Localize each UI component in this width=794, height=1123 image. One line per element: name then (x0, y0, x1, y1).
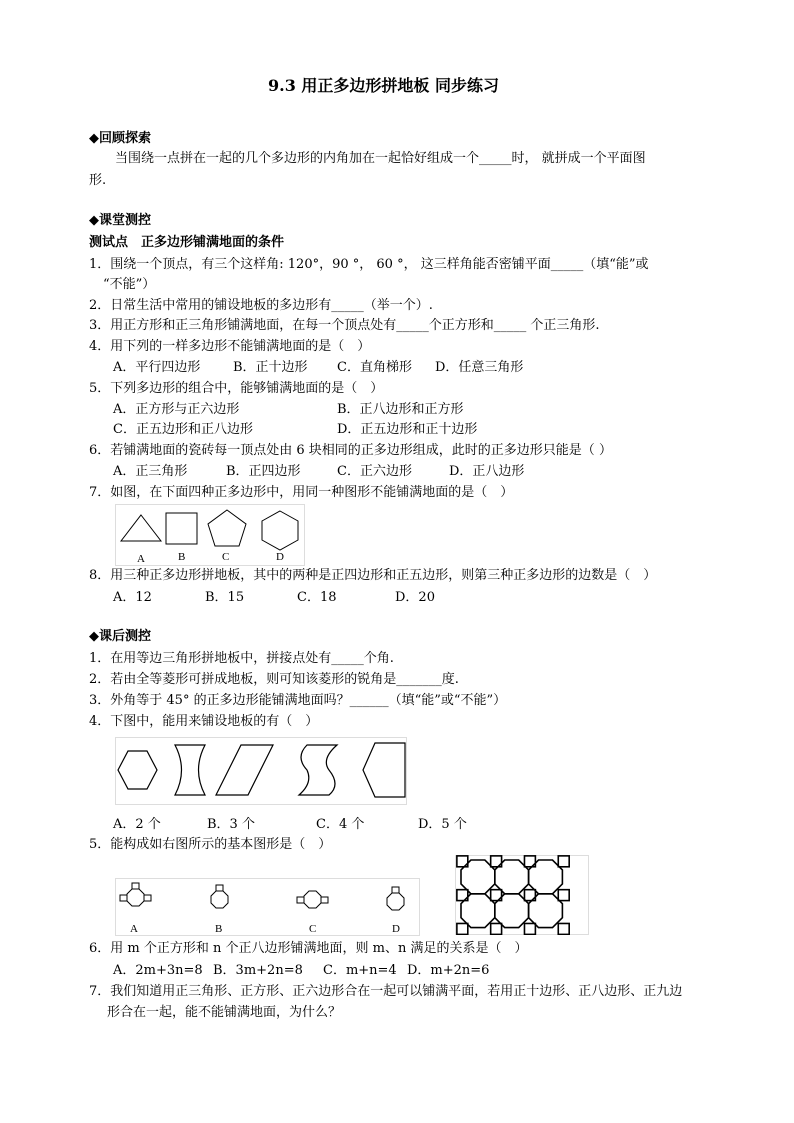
unit-label-a: A (130, 923, 138, 935)
after-q6-option-b: B．3m+2n=8 (213, 963, 303, 978)
after-q1: 1．在用等边三角形拼地板中，拼接点处有_____个角. (89, 651, 394, 666)
tiling-square (558, 890, 569, 901)
classroom-q1-line2: “不能”） (103, 277, 156, 292)
curved-shape (299, 745, 337, 795)
after-q5: 5．能构成如右图所示的基本图形是（ ） (89, 837, 332, 852)
classroom-q5-option-a: A．正方形与正六边形 (113, 402, 240, 417)
after-heading: ◆课后测控 (89, 629, 151, 644)
review-text-line2: 形. (89, 173, 107, 188)
classroom-q3: 3．用正方形和正三角形铺满地面，在每一个顶点处有_____个正方形和_____ 个正三角形. (89, 318, 600, 333)
classroom-q8-option-c: C．18 (297, 590, 337, 605)
tiling-octagon (495, 894, 529, 928)
after-q4-option-b: B．3 个 (207, 817, 255, 832)
after-q4-option-c: C．4 个 (316, 817, 365, 832)
tiling-octagon (461, 894, 495, 928)
tiling-square (524, 923, 535, 934)
classroom-q1-line1: 1．围绕一个顶点，有三个这样角: 120°，90 °， 60 °， 这三样角能否密铺平面_____（填“能”或 (89, 257, 649, 272)
after-q3: 3．外角等于 45° 的正多边形能铺满地面吗？______（填“能”或“不能”） (89, 693, 507, 708)
figure-label-b: B (178, 551, 186, 563)
tiling-square (491, 923, 502, 934)
after-q6: 6．用 m 个正方形和 n 个正八边形铺满地面，则 m、n 满足的关系是（ ） (89, 941, 528, 956)
polygon-shapes-figure (115, 504, 305, 566)
classroom-q8: 8．用三种正多边形拼地板，其中的两种是正四边形和正五边形，则第三种正多边形的边数是（ ） (89, 568, 657, 583)
hexagon-shape (118, 751, 157, 789)
after-q4-option-d: D．5 个 (418, 817, 467, 832)
classroom-q8-option-b: B．15 (205, 590, 245, 605)
unit-label-d: D (392, 923, 400, 935)
review-heading: ◆回顾探索 (89, 131, 151, 146)
octagon-square-tiling-figure (455, 855, 589, 935)
classroom-q4-option-a: A．平行四边形 (113, 360, 201, 375)
tiling-octagon (529, 894, 563, 928)
after-q6-option-d: D．m+2n=6 (407, 963, 490, 978)
classroom-q8-option-d: D．20 (395, 590, 435, 605)
after-q2: 2．若由全等菱形可拼成地板，则可知该菱形的锐角是_______度. (89, 672, 459, 687)
classroom-q6: 6．若铺满地面的瓷砖每一顶点处由 6 块相同的正多边形组成，此时的正多边形只能是（ ） (89, 443, 612, 458)
after-q6-option-c: C．m+n=4 (323, 963, 397, 978)
classroom-q6-option-d: D．正八边形 (449, 464, 525, 479)
tiling-square (558, 923, 569, 934)
unit-label-c: C (309, 923, 317, 935)
tiling-octagon (529, 860, 563, 894)
figure-label-a: A (137, 553, 145, 565)
classroom-q4: 4．用下列的一样多边形不能铺满地面的是（ ） (89, 339, 371, 354)
classroom-q6-option-c: C．正六边形 (337, 464, 412, 479)
classroom-q5-option-d: D．正五边形和正十边形 (337, 422, 478, 437)
triangle-shape (121, 515, 161, 541)
classroom-subheading: 测试点 正多边形铺满地面的条件 (89, 235, 285, 250)
after-q7-line1: 7．我们知道用正三角形、正方形、正六边形合在一起可以铺满平面，若用正十边形、正八边形、正九边 (89, 984, 683, 999)
square-shape (166, 513, 197, 544)
figure-label-c: C (222, 551, 230, 563)
after-q7-line2: 形合在一起，能不能铺满地面，为什么？ (107, 1005, 342, 1020)
concave-shape (175, 745, 205, 795)
classroom-q8-option-a: A．12 (113, 590, 152, 605)
pentagon-shape (208, 510, 246, 546)
after-q4-option-a: A．2 个 (113, 817, 161, 832)
classroom-q6-option-a: A．正三角形 (113, 464, 188, 479)
parallelogram-shape (216, 745, 273, 795)
classroom-heading: ◆课堂测控 (89, 213, 151, 228)
classroom-q4-option-d: D．任意三角形 (435, 360, 524, 375)
basic-unit-options-figure (115, 878, 420, 936)
after-q6-option-a: A．2m+3n=8 (113, 963, 203, 978)
floor-shapes-figure (115, 737, 407, 805)
review-text-line1: 当围绕一点拼在一起的几个多边形的内角加在一起恰好组成一个_____时， 就拼成一个平面图 (115, 151, 646, 166)
tiling-square (457, 923, 468, 934)
classroom-q6-option-b: B．正四边形 (226, 464, 301, 479)
tiling-square (558, 856, 569, 867)
tiling-octagon (495, 860, 529, 894)
tiling-octagon (461, 860, 495, 894)
after-q4: 4．下图中，能用来铺设地板的有（ ） (89, 714, 319, 729)
figure-label-d: D (276, 551, 284, 563)
classroom-q5-option-b: B．正八边形和正方形 (337, 402, 464, 417)
classroom-q7: 7．如图，在下面四种正多边形中，用同一种图形不能铺满地面的是（ ） (89, 485, 514, 500)
classroom-q5: 5．下列多边形的组合中，能够铺满地面的是（ ） (89, 381, 384, 396)
hexagon-shape (262, 511, 298, 550)
classroom-q2: 2．日常生活中常用的铺设地板的多边形有_____（举一个）. (89, 298, 433, 313)
classroom-q4-option-c: C．直角梯形 (337, 360, 412, 375)
classroom-q5-option-c: C．正五边形和正八边形 (113, 422, 253, 437)
classroom-q4-option-b: B．正十边形 (233, 360, 308, 375)
arrow-notch-shape (363, 743, 405, 797)
unit-label-b: B (215, 923, 223, 935)
page-title: 9.3 用正多边形拼地板 同步练习 (268, 76, 499, 95)
